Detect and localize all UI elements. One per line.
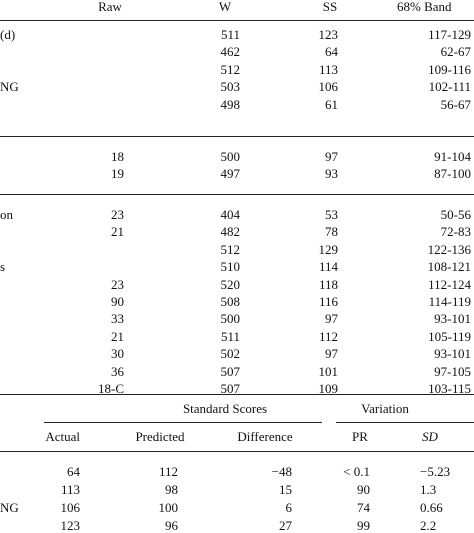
cell-label: NG <box>0 500 19 515</box>
section-rule <box>0 394 474 395</box>
cell-ss: 53 <box>325 207 338 222</box>
cell-band: 112-124 <box>428 276 471 292</box>
cell-ss: 112 <box>318 328 338 344</box>
cell-band: 93-101 <box>434 346 471 362</box>
cell-w: 512 <box>220 61 240 77</box>
cell-w: 520 <box>220 276 240 292</box>
header-band: 68% Band <box>397 0 452 14</box>
cell-ss: 101 <box>318 363 338 379</box>
cell-predicted: 112 <box>158 464 178 479</box>
cell-w: 507 <box>220 363 240 379</box>
cell-raw: 33 <box>111 311 124 327</box>
cell-w: 512 <box>220 241 240 257</box>
cell-ss: 106 <box>318 79 338 95</box>
cell-ss: 97 <box>325 346 338 362</box>
bottom-header-rule <box>0 451 474 452</box>
cell-ss: 93 <box>325 166 338 182</box>
cell-ss: 64 <box>325 44 338 60</box>
cell-predicted: 96 <box>165 518 178 533</box>
cell-raw: 18-C <box>98 381 124 396</box>
header-difference: Difference <box>237 429 293 444</box>
cell-band: 56-67 <box>440 96 471 112</box>
cell-difference: 6 <box>285 500 292 515</box>
cell-ss: 129 <box>318 241 338 257</box>
cell-pr: 90 <box>357 482 370 497</box>
cell-ss: 113 <box>318 61 338 77</box>
cell-ss: 78 <box>325 224 338 240</box>
cell-w: 507 <box>220 381 240 396</box>
cell-sd: −5.23 <box>420 464 451 479</box>
cell-band: 91-104 <box>434 149 471 164</box>
standard-scores-rule <box>44 422 322 423</box>
cell-difference: 15 <box>279 482 292 497</box>
cell-predicted: 98 <box>165 482 178 497</box>
cell-pr: < 0.1 <box>343 464 370 479</box>
cell-raw: 36 <box>111 363 124 379</box>
cell-w: 511 <box>220 27 240 42</box>
cell-difference: 27 <box>279 518 292 533</box>
header-raw: Raw <box>98 0 122 14</box>
group-rule <box>0 136 474 137</box>
cell-w: 500 <box>220 311 240 327</box>
header-rule <box>0 20 474 21</box>
cell-sd: 1.3 <box>420 482 437 497</box>
header-w: W <box>218 0 232 14</box>
cell-sd: 0.66 <box>420 500 443 515</box>
cell-raw: 23 <box>111 207 124 222</box>
variation-rule <box>336 422 474 423</box>
cell-band: 103-115 <box>428 381 471 396</box>
cell-w: 508 <box>220 294 240 309</box>
cell-ss: 109 <box>318 381 338 396</box>
cell-raw: 21 <box>111 224 124 240</box>
cell-actual: 106 <box>60 500 80 515</box>
cell-ss: 116 <box>318 294 338 309</box>
cell-band: 117-129 <box>428 27 471 42</box>
cell-sd: 2.2 <box>420 518 437 533</box>
cell-raw: 19 <box>111 166 124 182</box>
cell-w: 510 <box>220 259 240 275</box>
cell-label: (d) <box>0 27 16 42</box>
cell-w: 500 <box>220 149 240 164</box>
header-pr: PR <box>352 429 368 444</box>
cell-w: 511 <box>220 328 240 344</box>
cell-band: 62-67 <box>440 44 471 60</box>
cell-w: 404 <box>220 207 240 222</box>
cell-w: 497 <box>220 166 240 182</box>
cell-w: 498 <box>220 96 240 112</box>
cell-label: on <box>0 207 13 222</box>
cell-pr: 74 <box>357 500 370 515</box>
cell-w: 502 <box>220 346 240 362</box>
cell-band: 87-100 <box>434 166 471 182</box>
cell-band: 105-119 <box>428 328 471 344</box>
cell-band: 114-119 <box>428 294 471 309</box>
header-standard-scores: Standard Scores <box>182 401 268 416</box>
cell-band: 50-56 <box>440 207 471 222</box>
cell-pr: 99 <box>357 518 370 533</box>
header-ss: SS <box>322 0 338 14</box>
cell-difference: −48 <box>271 464 292 479</box>
cell-actual: 64 <box>67 464 80 479</box>
cell-actual: 123 <box>60 518 80 533</box>
cell-band: 72-83 <box>440 224 471 240</box>
cell-band: 122-136 <box>427 241 471 257</box>
cell-w: 482 <box>220 224 240 240</box>
cell-ss: 123 <box>318 27 338 42</box>
header-sd: SD <box>422 429 438 444</box>
cell-raw: 90 <box>111 294 124 309</box>
cell-band: 93-101 <box>434 311 471 327</box>
cell-band: 97-105 <box>434 363 471 379</box>
cell-actual: 113 <box>60 482 80 497</box>
group-rule <box>0 194 474 195</box>
header-predicted: Predicted <box>135 429 185 444</box>
cell-w: 462 <box>220 44 240 60</box>
cell-ss: 97 <box>325 311 338 327</box>
cell-label: s <box>0 259 6 275</box>
cell-band: 108-121 <box>427 259 471 275</box>
cell-ss: 97 <box>325 149 338 164</box>
cell-raw: 23 <box>111 276 124 292</box>
cell-label: NG <box>0 79 19 95</box>
header-actual: Actual <box>45 429 80 444</box>
cell-ss: 114 <box>318 259 338 275</box>
cell-predicted: 100 <box>158 500 178 515</box>
cell-raw: 18 <box>111 149 124 164</box>
header-variation: Variation <box>361 401 409 416</box>
cell-raw: 30 <box>111 346 124 362</box>
cell-band: 109-116 <box>428 61 471 77</box>
cell-w: 503 <box>220 79 240 95</box>
cell-ss: 118 <box>318 276 338 292</box>
cell-ss: 61 <box>325 96 338 112</box>
cell-band: 102-111 <box>428 79 471 95</box>
cell-raw: 21 <box>111 328 124 344</box>
